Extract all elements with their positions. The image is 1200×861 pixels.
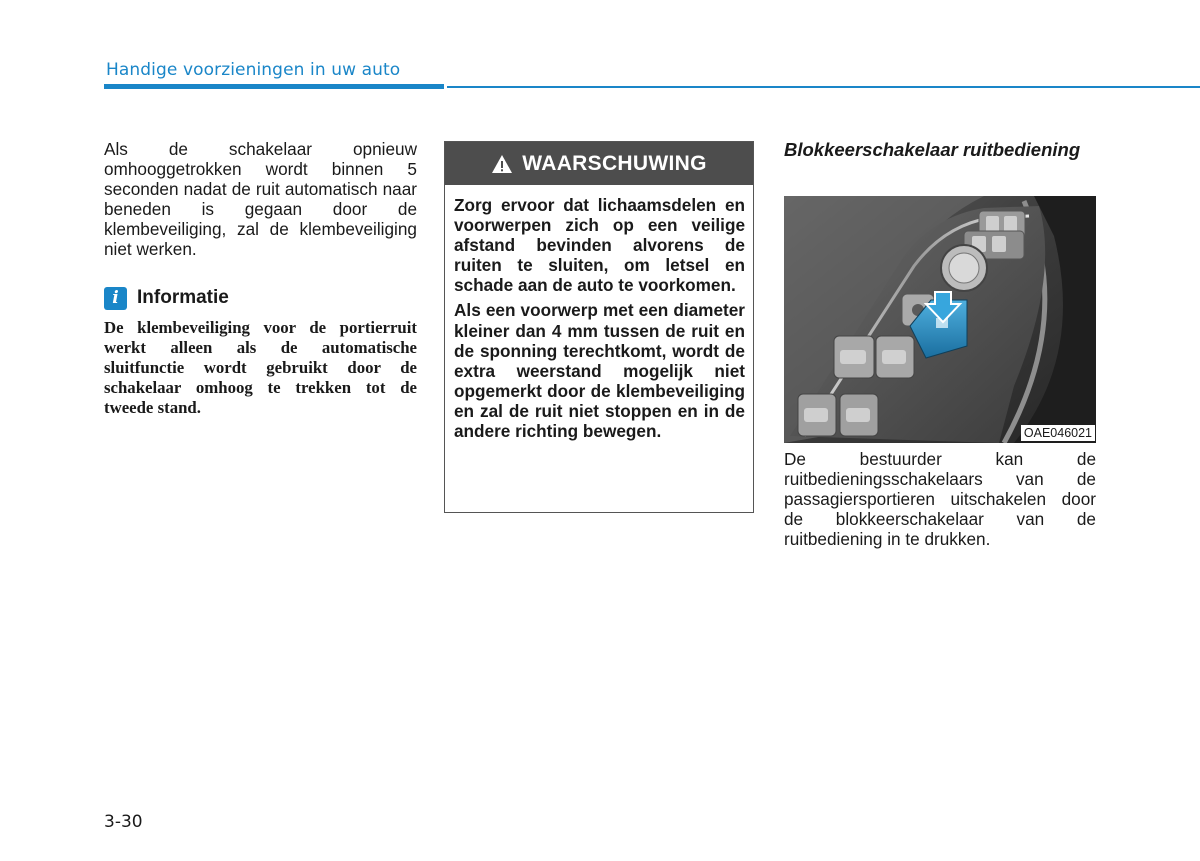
warning-triangle-icon — [491, 154, 513, 174]
warning-title: WAARSCHUWING — [522, 151, 707, 175]
body-paragraph: De bestuurder kan de ruitbedieningsschakelaars van de passagiersportieren uitschakelen door de blokkeerschakelaar van de ruitbediening in te drukken. — [784, 449, 1096, 550]
body-paragraph: Als de schakelaar opnieuw omhooggetrokken wordt binnen 5 seconden nadat de ruit automatisch naar beneden is gegaan door de klembeveiliging, zal de klembeveiliging niet werken. — [104, 139, 417, 260]
warning-paragraph: Zorg ervoor dat lichaamsdelen en voorwerpen zich op een veilige afstand bevinden alvorens de ruiten te sluiten, om letsel en schade aan de auto te voorkomen. — [454, 195, 745, 296]
warning-header — [445, 142, 753, 185]
warning-box — [444, 141, 754, 513]
warning-paragraph: Als een voorwerp met een diameter kleiner dan 4 mm tussen de ruit en de sponning terechtkomt, wordt de extra weerstand mogelijk niet opgemerkt door de klembeveiliging en zal de ruit niet stoppen en in de andere richting bewegen. — [454, 300, 745, 442]
column-1 — [104, 139, 417, 260]
info-body: De klembeveiliging voor de portierruit werkt alleen als de automatische sluitfunctie wordt gebruikt door de schakelaar omhoog te trekken tot de tweede stand. — [104, 318, 417, 417]
header-rule-accent — [104, 84, 444, 89]
info-title: Informatie — [137, 287, 229, 308]
info-icon: i — [104, 287, 127, 310]
page-number: 3-30 — [104, 812, 143, 832]
header-rule — [447, 86, 1200, 88]
section-title: Blokkeerschakelaar ruitbediening — [784, 139, 1081, 160]
warning-body — [445, 185, 753, 441]
section-header-title: Handige voorzieningen in uw auto — [106, 60, 401, 80]
window-lock-switch-photo — [784, 196, 1096, 443]
image-code-label: OAE046021 — [1021, 425, 1095, 441]
info-heading — [104, 285, 229, 311]
door-panel-illustration — [784, 196, 1096, 443]
